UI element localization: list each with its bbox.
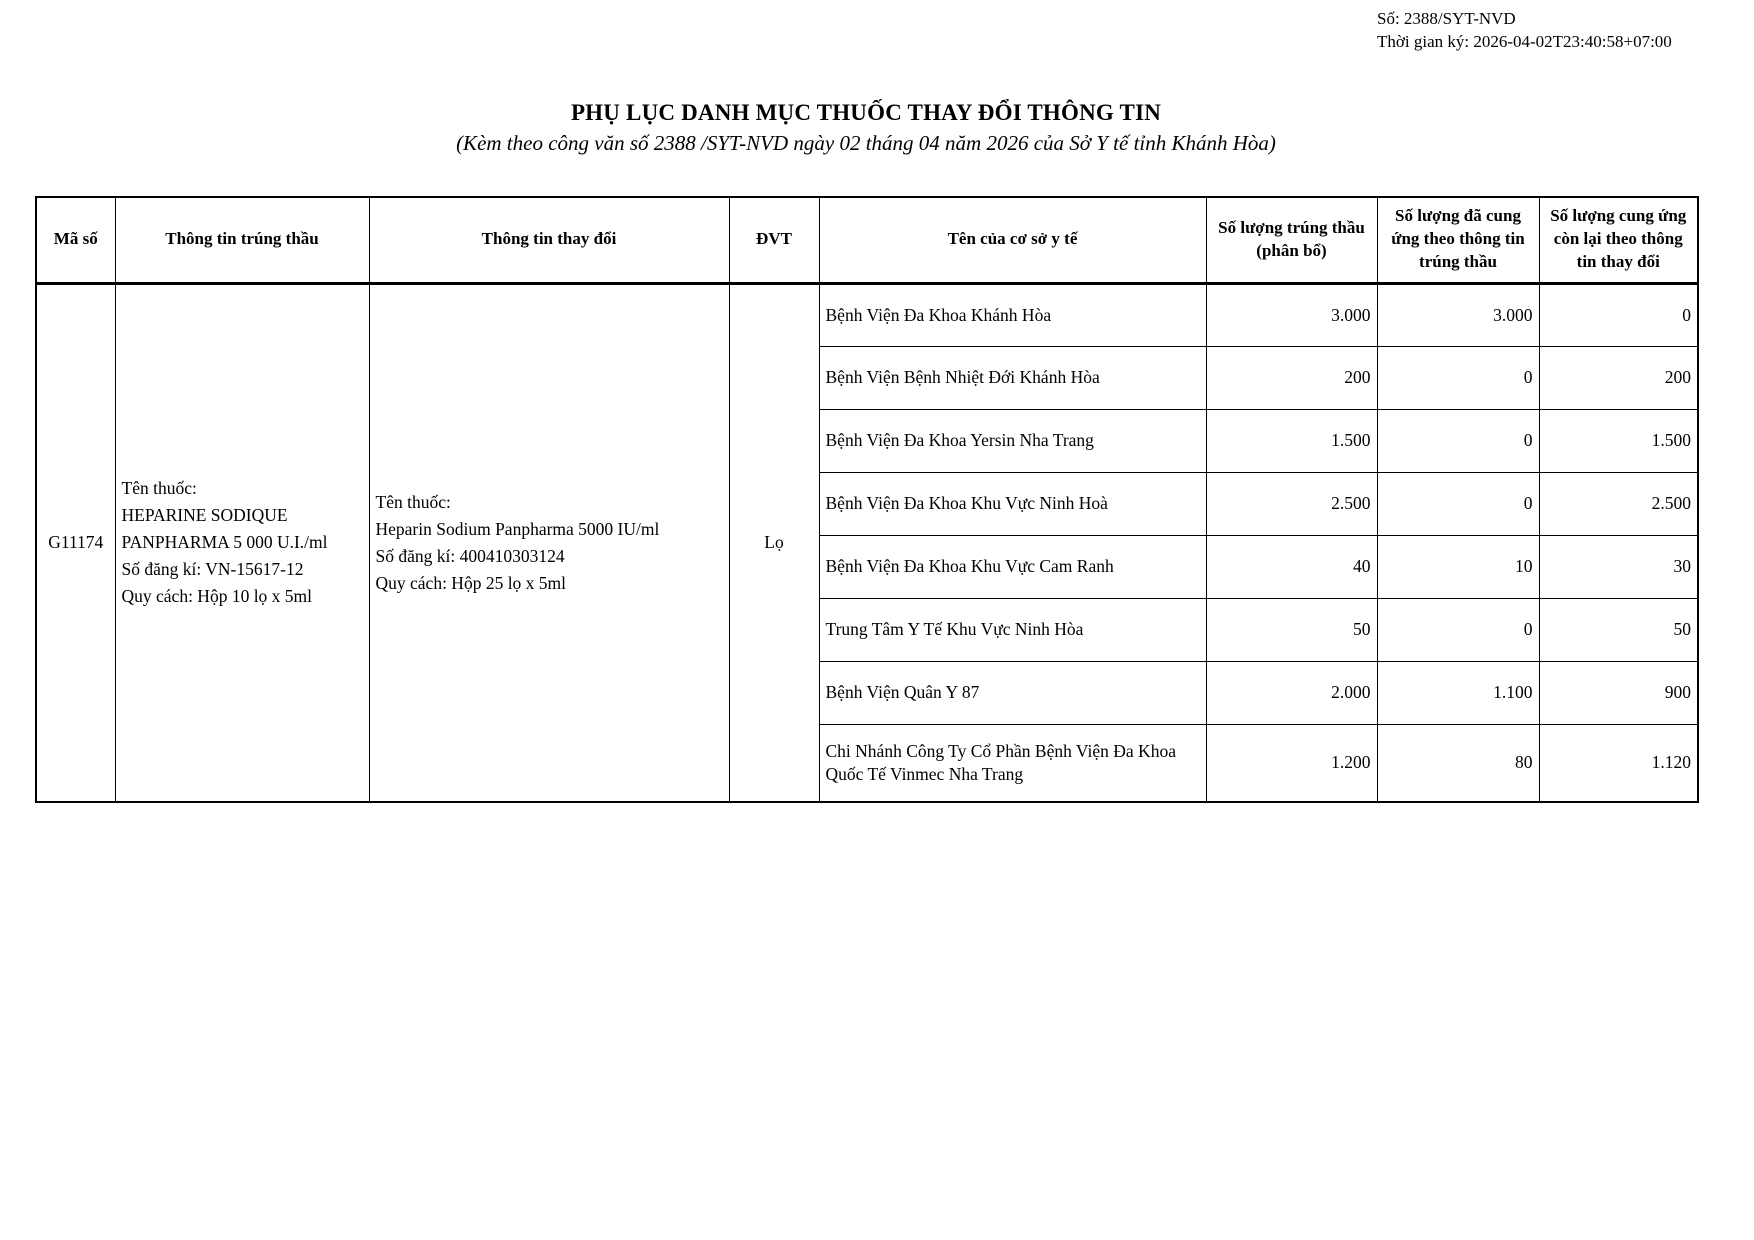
changed-info-line: Tên thuốc: [375,491,451,512]
remaining-qty-cell: 0 [1539,283,1698,346]
facility-name-cell: Bệnh Viện Đa Khoa Khánh Hòa [819,283,1206,346]
bid-info-cell [115,283,369,802]
allocated-qty-cell: 1.500 [1206,409,1377,472]
drug-change-table [35,196,1699,803]
header-row [36,197,1698,283]
supplied-qty-cell: 1.100 [1377,661,1539,724]
page-subtitle: (Kèm theo công văn số 2388 /SYT-NVD ngày 02 tháng 04 năm 2026 của Sở Y tế tỉnh Khánh Hòa) [456,131,1276,155]
changed-info-line: Quy cách: Hộp 25 lọ x 5ml [375,572,567,593]
changed-info-line: Heparin Sodium Panpharma 5000 IU/ml [375,518,660,539]
signature-block [1377,8,1672,54]
allocated-qty-cell: 40 [1206,535,1377,598]
remaining-qty-cell: 1.120 [1539,724,1698,802]
bid-info-line: Số đăng kí: VN-15617-12 [121,559,304,580]
remaining-qty-cell: 900 [1539,661,1698,724]
drug-code-cell: G11174 [36,283,115,802]
allocated-qty-cell: 50 [1206,598,1377,661]
bid-info-line: PANPHARMA 5 000 U.I./ml [121,532,328,553]
sign-time: Thời gian ký: 2026-04-02T23:40:58+07:00 [1377,31,1672,51]
bid-info-line: HEPARINE SODIQUE [121,505,288,526]
col-header-unit: ĐVT [729,197,819,283]
unit-cell: Lọ [729,283,819,802]
remaining-qty-cell: 30 [1539,535,1698,598]
allocated-qty-cell: 3.000 [1206,283,1377,346]
facility-name-cell: Bệnh Viện Đa Khoa Khu Vực Ninh Hoà [819,472,1206,535]
remaining-qty-cell: 200 [1539,346,1698,409]
doc-number: Số: 2388/SYT-NVD [1377,9,1516,28]
supplied-qty-cell: 10 [1377,535,1539,598]
facility-name-cell: Trung Tâm Y Tế Khu Vực Ninh Hòa [819,598,1206,661]
col-header-facility: Tên của cơ sở y tế [819,197,1206,283]
facility-name-cell: Bệnh Viện Đa Khoa Khu Vực Cam Ranh [819,535,1206,598]
document-heading [35,100,1697,156]
allocated-qty-cell: 2.000 [1206,661,1377,724]
page-title: PHỤ LỤC DANH MỤC THUỐC THAY ĐỔI THÔNG TIN [570,100,1162,125]
facility-name-cell: Bệnh Viện Quân Y 87 [819,661,1206,724]
col-header-remaining: Số lượng cung ứng còn lại theo thông tin thay đổi [1539,197,1698,283]
col-header-code: Mã số [36,197,115,283]
col-header-allocated: Số lượng trúng thầu (phân bổ) [1206,197,1377,283]
remaining-qty-cell: 50 [1539,598,1698,661]
col-header-changed-info: Thông tin thay đổi [369,197,729,283]
supplied-qty-cell: 3.000 [1377,283,1539,346]
supplied-qty-cell: 0 [1377,409,1539,472]
bid-info-line: Tên thuốc: [121,477,197,498]
changed-info-line: Số đăng kí: 400410303124 [375,545,565,566]
changed-info-cell [369,283,729,802]
supplied-qty-cell: 0 [1377,346,1539,409]
remaining-qty-cell: 2.500 [1539,472,1698,535]
supplied-qty-cell: 80 [1377,724,1539,802]
col-header-bid-info: Thông tin trúng thầu [115,197,369,283]
remaining-qty-cell: 1.500 [1539,409,1698,472]
supplied-qty-cell: 0 [1377,598,1539,661]
facility-name-cell: Chi Nhánh Công Ty Cổ Phần Bệnh Viện Đa Khoa Quốc Tế Vinmec Nha Trang [819,724,1206,802]
bid-info-line: Quy cách: Hộp 10 lọ x 5ml [121,586,313,607]
allocated-qty-cell: 200 [1206,346,1377,409]
facility-name-cell: Bệnh Viện Đa Khoa Yersin Nha Trang [819,409,1206,472]
supplied-qty-cell: 0 [1377,472,1539,535]
facility-name-cell: Bệnh Viện Bệnh Nhiệt Đới Khánh Hòa [819,346,1206,409]
allocated-qty-cell: 2.500 [1206,472,1377,535]
allocated-qty-cell: 1.200 [1206,724,1377,802]
col-header-supplied: Số lượng đã cung ứng theo thông tin trúng thầu [1377,197,1539,283]
table-row [36,283,1698,346]
